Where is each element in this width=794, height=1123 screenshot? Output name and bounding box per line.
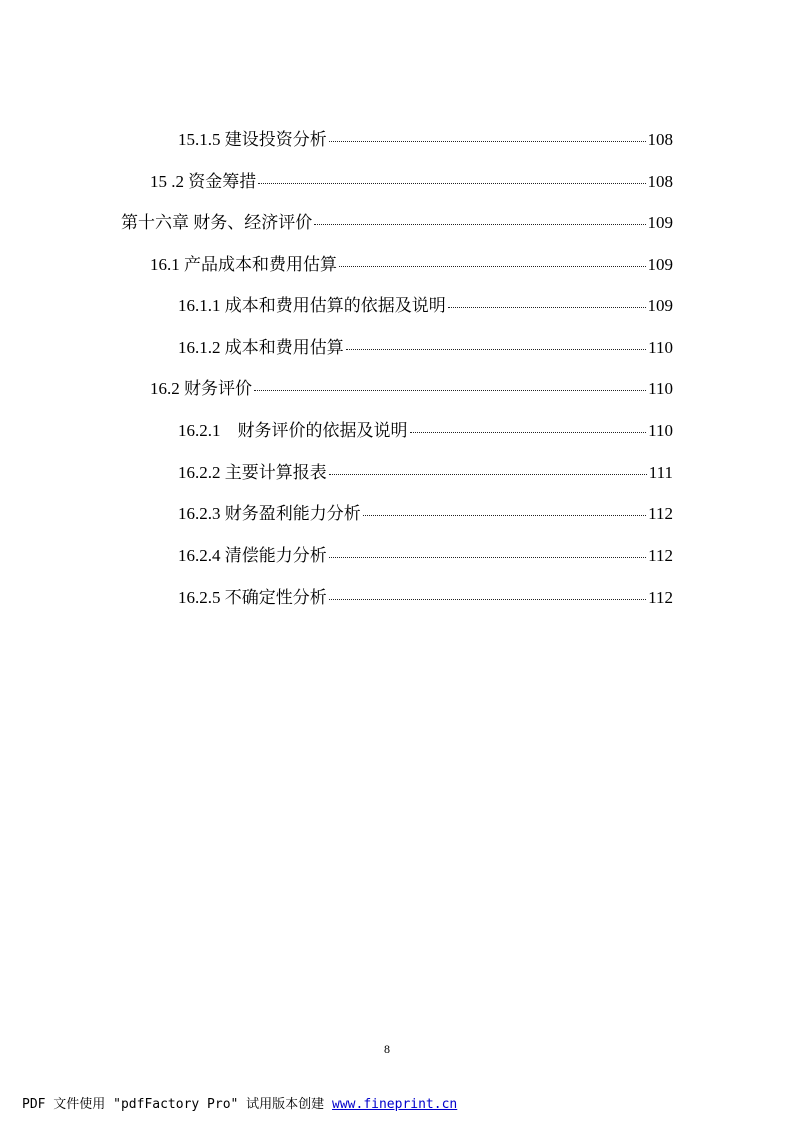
dot-leader xyxy=(363,515,646,516)
toc-entry[interactable] xyxy=(178,337,673,359)
toc-page-number: 110 xyxy=(648,421,673,440)
toc-entry-label: 16.1.1 成本和费用估算的依据及说明 xyxy=(178,296,446,315)
toc-entry-label: 16.2.3 财务盈利能力分析 xyxy=(178,504,361,523)
dot-leader xyxy=(329,557,646,558)
toc-page-number: 111 xyxy=(648,463,673,482)
toc-entry-label: 16.2.2 主要计算报表 xyxy=(178,463,327,482)
toc-entry-label: 16.2.1 财务评价的依据及说明 xyxy=(178,421,408,440)
toc-entry[interactable] xyxy=(178,129,673,151)
toc-page-number: 112 xyxy=(648,546,673,565)
dot-leader xyxy=(314,224,645,225)
pdf-footer xyxy=(22,1093,457,1112)
toc-entry-label: 16.2 财务评价 xyxy=(150,379,252,398)
toc-entry[interactable] xyxy=(178,295,673,317)
dot-leader xyxy=(346,349,646,350)
toc-entry-label: 16.1 产品成本和费用估算 xyxy=(150,255,337,274)
toc-entry-label: 16.1.2 成本和费用估算 xyxy=(178,338,344,357)
toc-entry-label: 16.2.5 不确定性分析 xyxy=(178,588,327,607)
toc-entry-label: 15 .2 资金筹措 xyxy=(150,172,257,191)
toc-entry[interactable] xyxy=(150,171,673,193)
toc-entry[interactable] xyxy=(178,462,673,484)
footer-link[interactable]: www.fineprint.cn xyxy=(332,1097,458,1112)
dot-leader xyxy=(329,474,647,475)
toc-entry[interactable] xyxy=(178,503,673,525)
toc-page-number: 112 xyxy=(648,588,673,607)
toc-page-number: 109 xyxy=(647,255,673,274)
toc-page-number: 108 xyxy=(647,130,673,149)
toc-entry[interactable] xyxy=(150,254,673,276)
toc-entry-label: 15.1.5 建设投资分析 xyxy=(178,130,327,149)
toc-page-number: 110 xyxy=(648,379,673,398)
toc-entry-label: 第十六章 财务、经济评价 xyxy=(121,213,313,232)
toc-page-number: 110 xyxy=(648,338,673,357)
toc-entry[interactable] xyxy=(150,378,673,400)
toc-entry[interactable] xyxy=(178,587,673,609)
dot-leader xyxy=(339,266,646,267)
dot-leader xyxy=(329,141,646,142)
dot-leader xyxy=(448,307,646,308)
dot-leader xyxy=(410,432,647,433)
dot-leader xyxy=(254,390,646,391)
footer-text: PDF 文件使用 "pdfFactory Pro" 试用版本创建 xyxy=(22,1097,333,1112)
toc-entry-label: 16.2.4 清偿能力分析 xyxy=(178,546,327,565)
toc-entry[interactable] xyxy=(121,212,673,234)
toc-entry[interactable] xyxy=(178,545,673,567)
toc-page-number: 109 xyxy=(647,296,673,315)
toc-entry[interactable] xyxy=(178,420,673,442)
dot-leader xyxy=(258,183,645,184)
toc-page-number: 108 xyxy=(647,172,673,191)
toc-page-number: 112 xyxy=(648,504,673,523)
dot-leader xyxy=(329,599,646,600)
toc-page-number: 109 xyxy=(647,213,673,232)
page-number: 8 xyxy=(384,1042,390,1056)
